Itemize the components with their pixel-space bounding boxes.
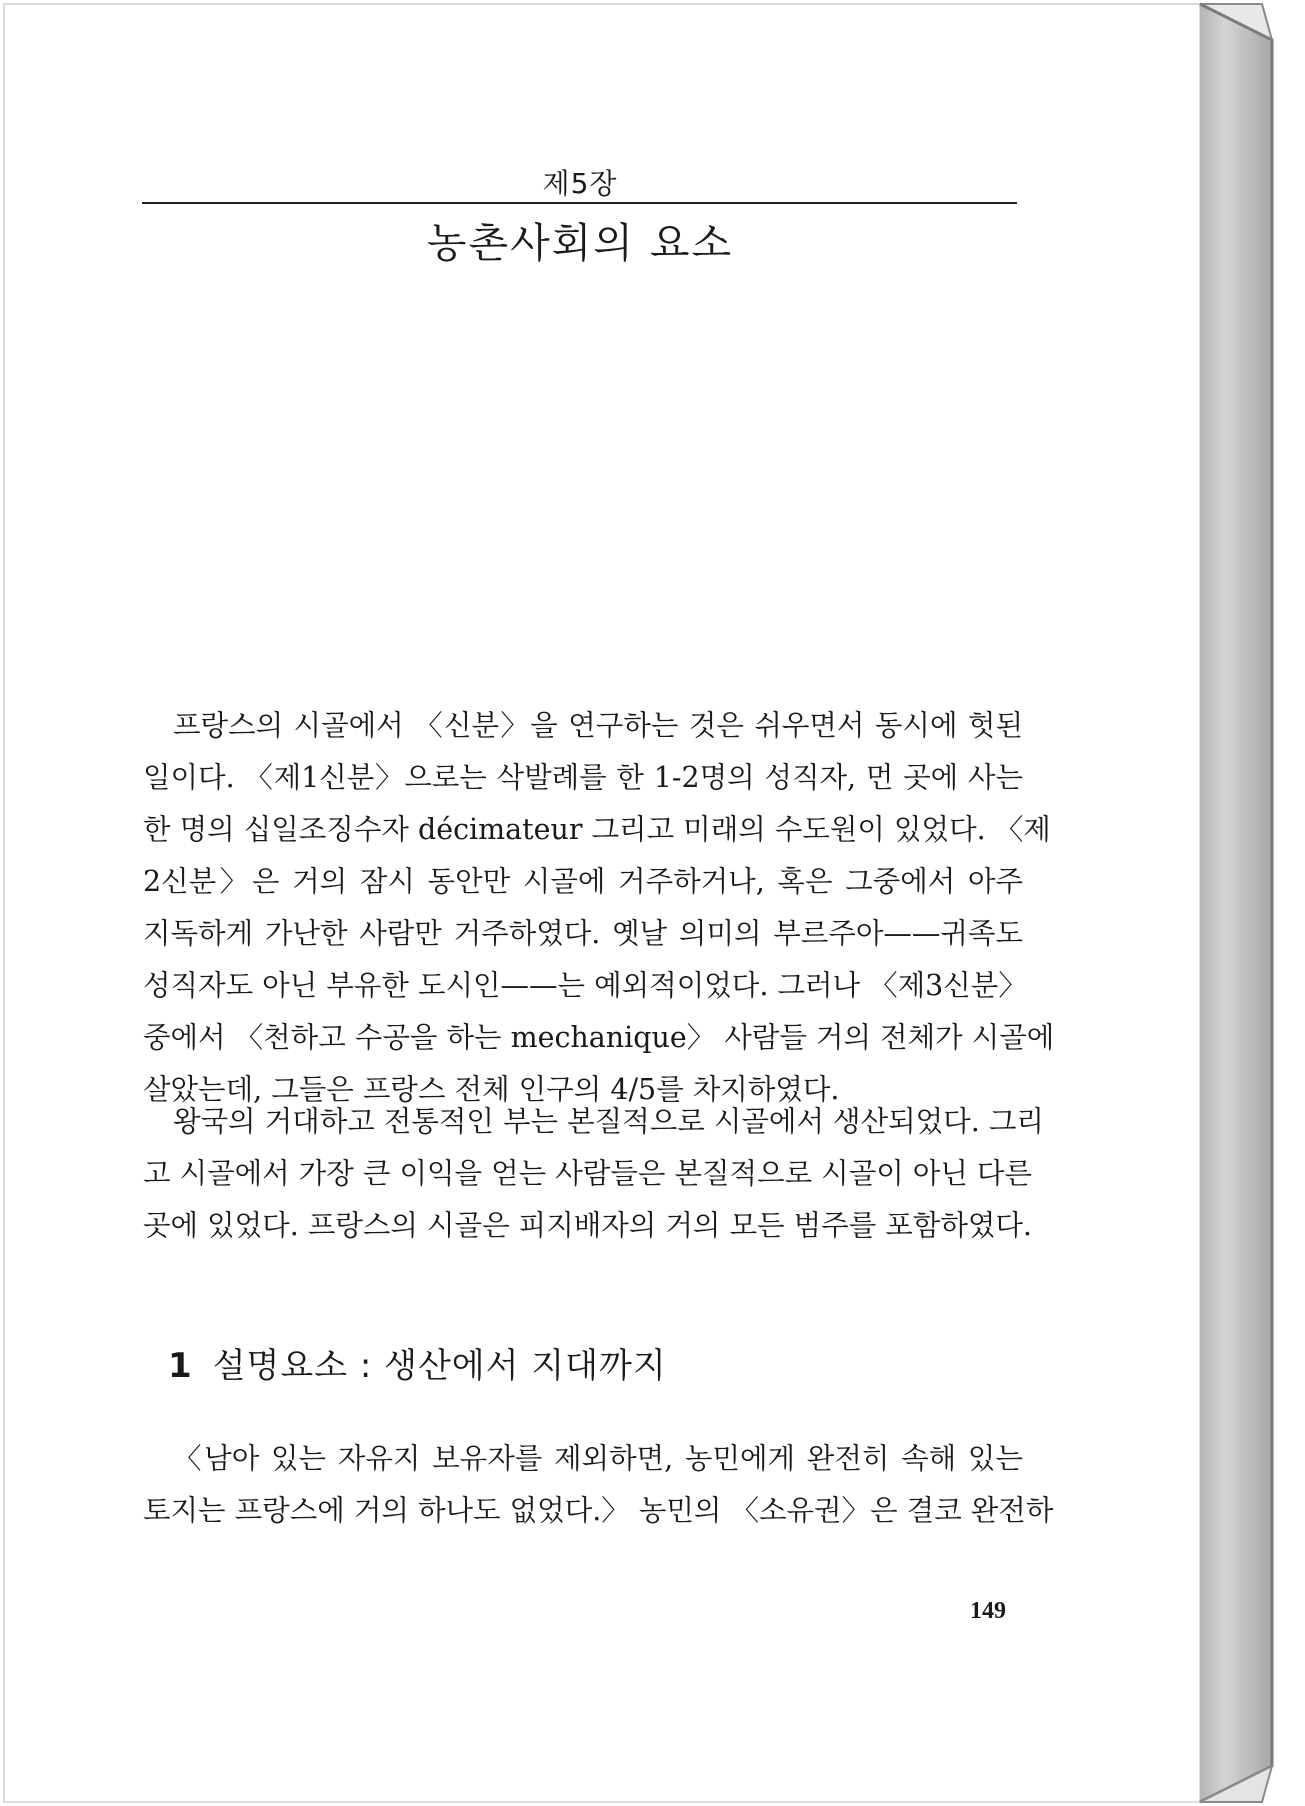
text-line: 지독하게 가난한 사람만 거주하였다. 옛날 의미의 부르주아——귀족도 <box>143 917 1023 950</box>
text-line: 곳에 있었다. 프랑스의 시골은 피지배자의 거의 모든 범주를 포함하였다. <box>143 1209 1032 1242</box>
paragraph-3 <box>143 1433 1054 1537</box>
text-line: 한 명의 십일조징수자 décimateur 그리고 미래의 수도원이 있었다. 〈제 <box>143 813 1051 846</box>
paragraph-1 <box>143 700 1055 1116</box>
section-number: 1 <box>168 1346 193 1386</box>
text-line: 성직자도 아닌 부유한 도시인——는 예외적이었다. 그러나 〈제3신분〉 <box>143 969 1027 1002</box>
text-line: 중에서 〈천하고 수공을 하는 mechanique〉 사람들 거의 전체가 시골에 <box>143 1021 1055 1054</box>
text-line: 왕국의 거대하고 전통적인 부는 본질적으로 시골에서 생산되었다. 그리 <box>173 1105 1044 1138</box>
section-heading <box>168 1338 667 1387</box>
page-number: 149 <box>970 1598 1006 1624</box>
text-line: 프랑스의 시골에서 〈신분〉을 연구하는 것은 쉬우면서 동시에 헛된 <box>173 709 1023 742</box>
paragraph-2 <box>143 1096 1044 1252</box>
chapter-divider <box>142 202 1017 204</box>
text-line: 토지는 프랑스에 거의 하나도 없었다.〉 농민의 〈소유권〉은 결코 완전하 <box>143 1494 1054 1527</box>
chapter-title: 농촌사회의 요소 <box>426 219 734 267</box>
text-line: 2신분〉은 거의 잠시 동안만 시골에 거주하거나, 혹은 그중에서 아주 <box>143 865 1023 898</box>
section-title: 설명요소 : 생산에서 지대까지 <box>212 1346 667 1386</box>
text-line: 일이다. 〈제1신분〉으로는 삭발례를 한 1-2명의 성직자, 먼 곳에 사는 <box>143 761 1023 794</box>
text-line: 고 시골에서 가장 큰 이익을 얻는 사람들은 본질적으로 시골이 아닌 다른 <box>143 1157 1032 1190</box>
text-line: 살았는데, 그들은 프랑스 전체 인구의 4/5를 차지하였다. <box>143 1073 840 1106</box>
chapter-label: 제5장 <box>542 167 618 200</box>
text-line: 〈남아 있는 자유지 보유자를 제외하면, 농민에게 완전히 속해 있는 <box>173 1442 1023 1475</box>
